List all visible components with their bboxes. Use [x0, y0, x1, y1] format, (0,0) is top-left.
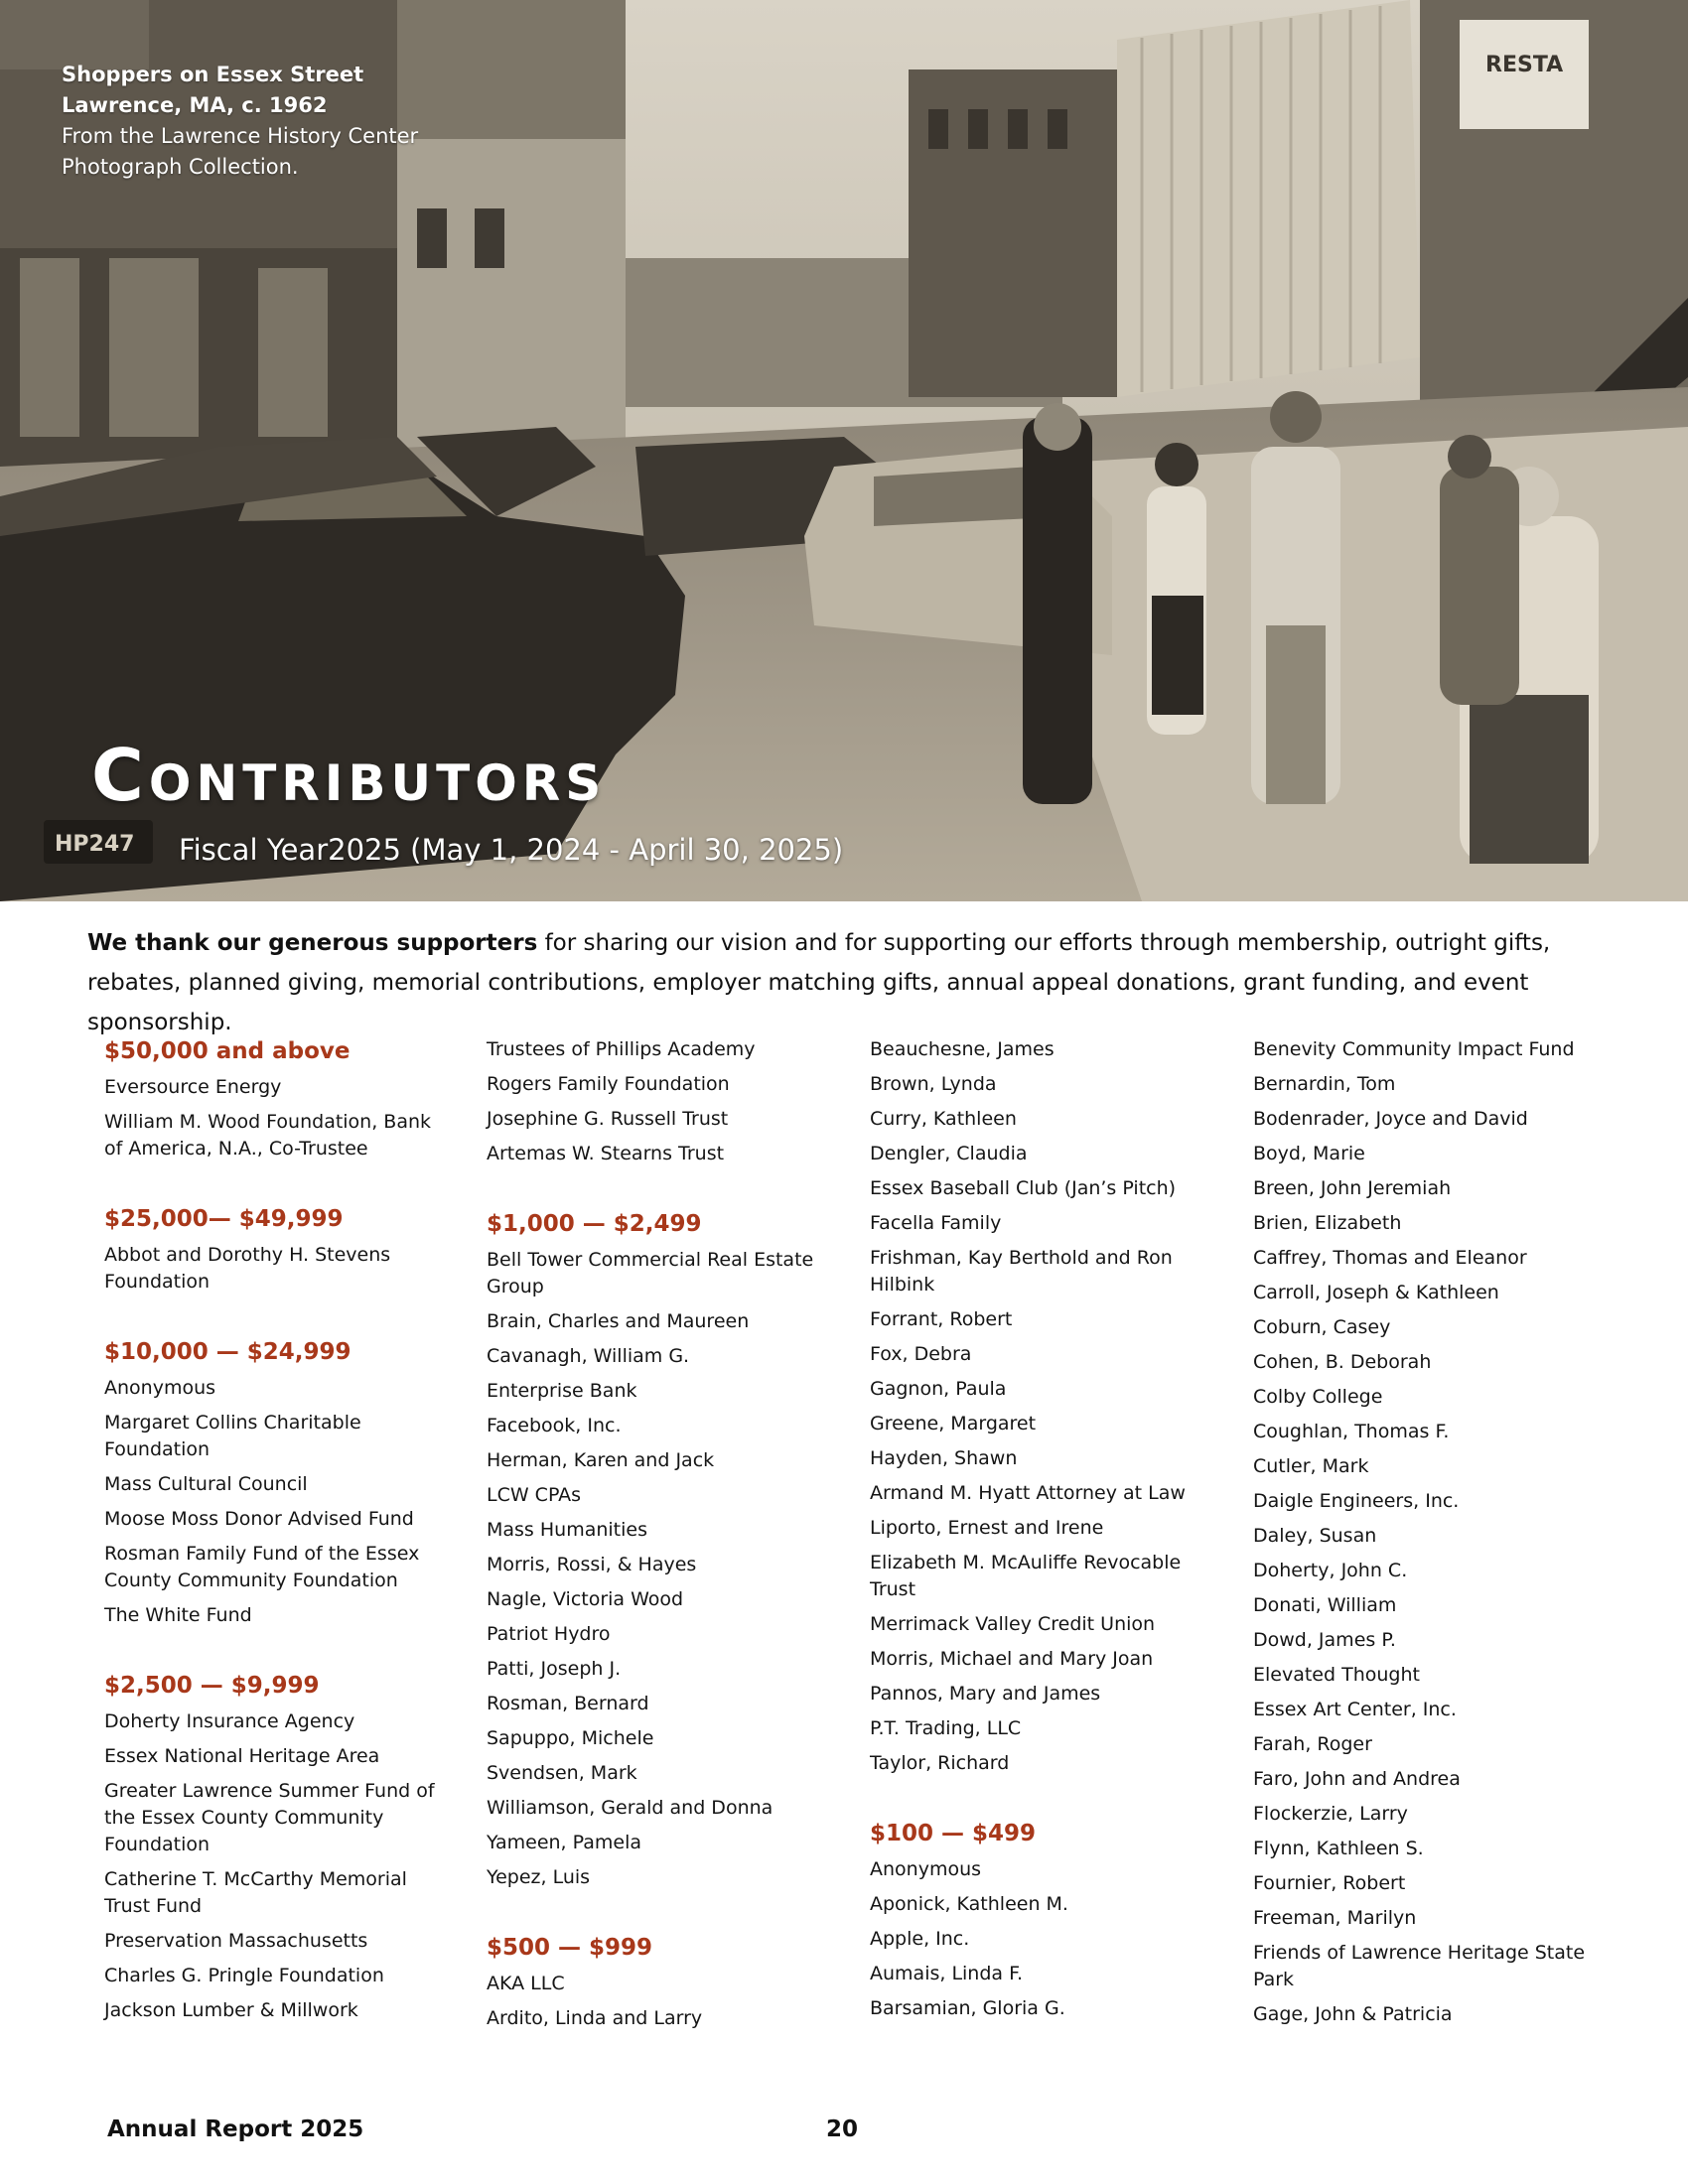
- contributor-name: Carroll, Joseph & Kathleen: [1253, 1282, 1499, 1303]
- caption-source-line-2: Photograph Collection.: [62, 155, 299, 179]
- contributor-name: William M. Wood Foundation, Bank of America, N.A., Co-Trustee: [104, 1111, 432, 1160]
- contributor-name: Frishman, Kay Berthold and Ron Hilbink: [870, 1247, 1173, 1296]
- contributor-name: Merrimack Valley Credit Union: [870, 1613, 1156, 1635]
- page-title: Contributors: [91, 734, 607, 817]
- contributor-name: Bodenrader, Joyce and David: [1253, 1108, 1528, 1130]
- contributor-name: Forrant, Robert: [870, 1308, 1013, 1330]
- contributor-name: Freeman, Marilyn: [1253, 1907, 1417, 1929]
- tier-heading: $2,500 — $9,999: [104, 1673, 320, 1699]
- contributor-name: Yepez, Luis: [487, 1866, 591, 1888]
- tier-heading: $50,000 and above: [104, 1038, 351, 1064]
- contributor-name: Moose Moss Donor Advised Fund: [104, 1508, 414, 1530]
- contributor-name: Charles G. Pringle Foundation: [104, 1965, 384, 1986]
- contributor-name: Daley, Susan: [1253, 1525, 1377, 1547]
- photo-caption: [62, 60, 418, 183]
- contributor-name: Aumais, Linda F.: [870, 1963, 1024, 1984]
- contributor-name: Friends of Lawrence Heritage State Park: [1253, 1942, 1586, 1990]
- contributor-name: P.T. Trading, LLC: [870, 1717, 1022, 1739]
- contributor-name: Herman, Karen and Jack: [487, 1449, 715, 1471]
- contributor-name: Jackson Lumber & Millwork: [104, 1999, 358, 2021]
- contributor-name: Dowd, James P.: [1253, 1629, 1396, 1651]
- contributor-name: Elevated Thought: [1253, 1664, 1420, 1686]
- contributor-name: Greater Lawrence Summer Fund of the Essex County Community Foundation: [104, 1780, 435, 1855]
- contributor-name: The White Fund: [104, 1604, 252, 1626]
- contributor-name: Bernardin, Tom: [1253, 1073, 1396, 1095]
- contributor-name: Facella Family: [870, 1212, 1002, 1234]
- contributor-name: Flockerzie, Larry: [1253, 1803, 1408, 1825]
- contributor-name: Brown, Lynda: [870, 1073, 997, 1095]
- contributor-name: Farah, Roger: [1253, 1733, 1372, 1755]
- contributor-name: Abbot and Dorothy H. Stevens Foundation: [104, 1244, 391, 1293]
- contributor-name: Beauchesne, James: [870, 1038, 1055, 1060]
- contributor-name: Fournier, Robert: [1253, 1872, 1406, 1894]
- caption-source-line-1: From the Lawrence History Center: [62, 124, 419, 148]
- contributors-column-3: [870, 1036, 1217, 2030]
- contributor-name: Artemas W. Stearns Trust: [487, 1143, 725, 1164]
- contributor-name: Essex Art Center, Inc.: [1253, 1699, 1457, 1720]
- contributor-name: Aponick, Kathleen M.: [870, 1893, 1068, 1915]
- intro-text: for sharing our vision and for supporting our efforts through membership, outright gifts, rebates, planned giving, memorial contributions, employer matching gifts, annual appeal donations, grant funding, and event sponsorship.: [87, 930, 1551, 1035]
- contributor-name: Rosman Family Fund of the Essex County Community Foundation: [104, 1543, 420, 1591]
- contributors-column-4: [1253, 1036, 1601, 2036]
- contributor-name: Coughlan, Thomas F.: [1253, 1421, 1450, 1442]
- contributor-name: Boyd, Marie: [1253, 1143, 1365, 1164]
- contributor-name: Mass Cultural Council: [104, 1473, 308, 1495]
- contributor-name: Gage, John & Patricia: [1253, 2003, 1453, 2025]
- contributor-name: Enterprise Bank: [487, 1380, 637, 1402]
- contributors-column-2: [487, 1036, 834, 2040]
- contributor-name: Apple, Inc.: [870, 1928, 970, 1950]
- intro-paragraph: [87, 923, 1617, 1042]
- contributor-name: Catherine T. McCarthy Memorial Trust Fund: [104, 1868, 407, 1917]
- contributor-name: LCW CPAs: [487, 1484, 582, 1506]
- contributor-name: Caffrey, Thomas and Eleanor: [1253, 1247, 1527, 1269]
- intro-lead: We thank our generous supporters: [87, 930, 538, 956]
- contributor-name: Faro, John and Andrea: [1253, 1768, 1461, 1790]
- contributor-name: Breen, John Jeremiah: [1253, 1177, 1452, 1199]
- contributor-name: Josephine G. Russell Trust: [487, 1108, 729, 1130]
- contributor-name: Patriot Hydro: [487, 1623, 611, 1645]
- footer-report-title: Annual Report 2025: [107, 2116, 364, 2142]
- caption-title: Shoppers on Essex Street: [62, 63, 364, 86]
- contributor-name: Dengler, Claudia: [870, 1143, 1028, 1164]
- contributor-name: Preservation Massachusetts: [104, 1930, 368, 1952]
- contributor-name: Cutler, Mark: [1253, 1455, 1369, 1477]
- contributor-name: Facebook, Inc.: [487, 1415, 622, 1436]
- tier-heading: $1,000 — $2,499: [487, 1211, 702, 1237]
- tier-heading: $10,000 — $24,999: [104, 1339, 352, 1365]
- contributor-name: Barsamian, Gloria G.: [870, 1997, 1065, 2019]
- tier-heading: $500 — $999: [487, 1935, 653, 1961]
- contributors-column-1: [104, 1036, 452, 2032]
- contributor-name: Gagnon, Paula: [870, 1378, 1007, 1400]
- contributor-name: Ardito, Linda and Larry: [487, 2007, 703, 2029]
- contributor-name: Brien, Elizabeth: [1253, 1212, 1402, 1234]
- contributor-name: Elizabeth M. McAuliffe Revocable Trust: [870, 1552, 1182, 1600]
- contributor-name: Coburn, Casey: [1253, 1316, 1391, 1338]
- contributor-name: Armand M. Hyatt Attorney at Law: [870, 1482, 1186, 1504]
- contributor-name: Mass Humanities: [487, 1519, 647, 1541]
- contributor-name: Benevity Community Impact Fund: [1253, 1038, 1575, 1060]
- contributor-name: Essex Baseball Club (Jan’s Pitch): [870, 1177, 1177, 1199]
- caption-place: Lawrence, MA, c. 1962: [62, 93, 328, 117]
- contributor-name: Eversource Energy: [104, 1076, 282, 1098]
- contributor-name: Cavanagh, William G.: [487, 1345, 690, 1367]
- contributor-name: Flynn, Kathleen S.: [1253, 1838, 1424, 1859]
- contributor-name: Bell Tower Commercial Real Estate Group: [487, 1249, 814, 1297]
- contributor-name: Brain, Charles and Maureen: [487, 1310, 750, 1332]
- contributor-name: Fox, Debra: [870, 1343, 972, 1365]
- contributor-name: Rogers Family Foundation: [487, 1073, 730, 1095]
- contributor-name: Pannos, Mary and James: [870, 1683, 1101, 1705]
- contributor-name: Colby College: [1253, 1386, 1383, 1408]
- contributor-name: Anonymous: [870, 1858, 982, 1880]
- contributor-name: Svendsen, Mark: [487, 1762, 637, 1784]
- contributor-name: Sapuppo, Michele: [487, 1727, 654, 1749]
- contributor-name: Liporto, Ernest and Irene: [870, 1517, 1104, 1539]
- contributor-name: Williamson, Gerald and Donna: [487, 1797, 774, 1819]
- page-number: 20: [826, 2116, 859, 2142]
- contributor-name: Doherty, John C.: [1253, 1560, 1408, 1581]
- contributor-name: Margaret Collins Charitable Foundation: [104, 1412, 361, 1460]
- contributor-name: Donati, William: [1253, 1594, 1397, 1616]
- contributor-name: Trustees of Phillips Academy: [487, 1038, 756, 1060]
- contributor-name: Morris, Michael and Mary Joan: [870, 1648, 1154, 1670]
- contributor-name: Essex National Heritage Area: [104, 1745, 380, 1767]
- contributor-name: Curry, Kathleen: [870, 1108, 1017, 1130]
- contributor-name: Doherty Insurance Agency: [104, 1710, 355, 1732]
- contributor-name: Hayden, Shawn: [870, 1447, 1018, 1469]
- contributor-name: Yameen, Pamela: [487, 1832, 642, 1853]
- contributor-name: Nagle, Victoria Wood: [487, 1588, 684, 1610]
- contributor-name: Taylor, Richard: [870, 1752, 1010, 1774]
- hero-photo: [0, 0, 1688, 901]
- tier-heading: $25,000— $49,999: [104, 1206, 344, 1232]
- contributor-name: Patti, Joseph J.: [487, 1658, 622, 1680]
- restaurant-sign-text: RESTA: [1485, 53, 1564, 77]
- contributor-name: Morris, Rossi, & Hayes: [487, 1554, 697, 1575]
- contributor-name: Daigle Engineers, Inc.: [1253, 1490, 1460, 1512]
- contributor-name: Rosman, Bernard: [487, 1693, 649, 1714]
- contributor-name: AKA LLC: [487, 1973, 565, 1994]
- page-subtitle: Fiscal Year2025 (May 1, 2024 - April 30, 2025): [179, 833, 844, 867]
- license-plate-text: HP247: [55, 832, 135, 857]
- contributor-name: Greene, Margaret: [870, 1413, 1037, 1434]
- contributor-name: Cohen, B. Deborah: [1253, 1351, 1432, 1373]
- contributor-name: Anonymous: [104, 1377, 216, 1399]
- tier-heading: $100 — $499: [870, 1821, 1037, 1846]
